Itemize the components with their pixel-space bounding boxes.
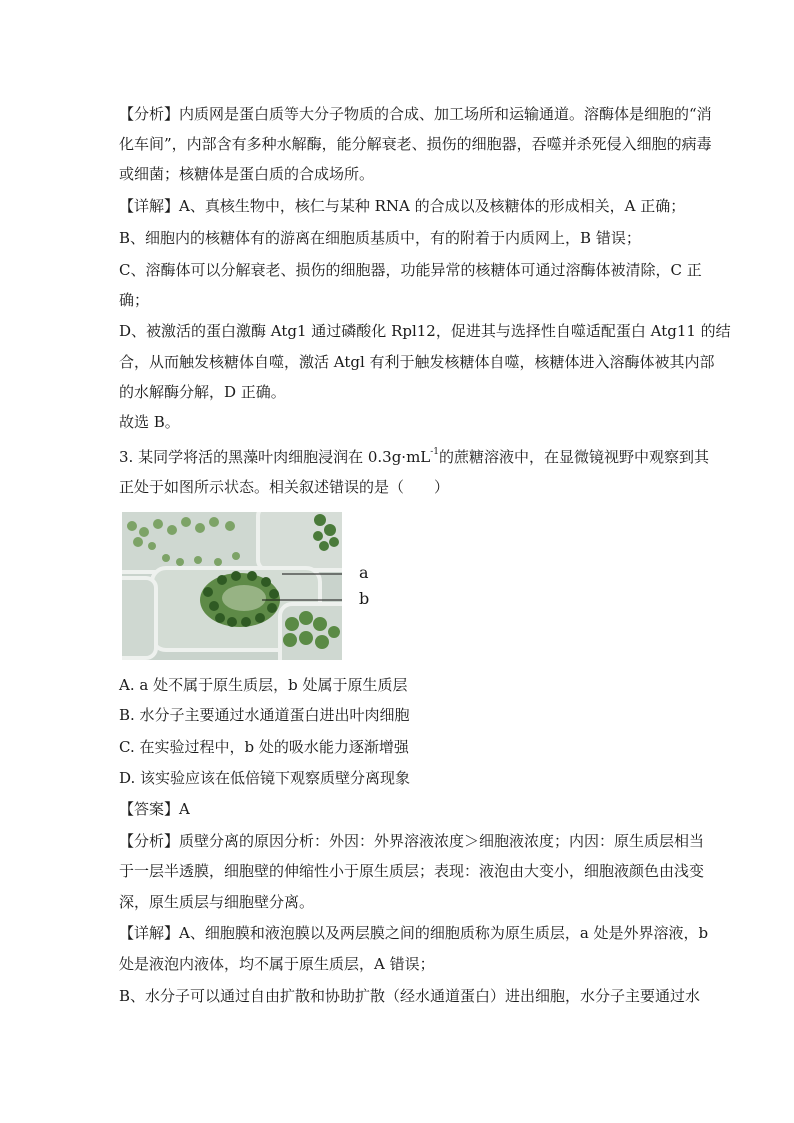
answer-line: 【答案】A (119, 800, 190, 818)
cell-left (122, 578, 156, 658)
option-a: A. a 处不属于原生质层，b 处属于原生质层 (119, 676, 408, 694)
analysis2-line-3: 深，原生质层与细胞壁分离。 (119, 893, 315, 911)
question3-text-post: 的蔗糖溶液中，在显微镜视野中观察到其 (439, 448, 710, 466)
figure-label-b: b (359, 589, 370, 608)
detail1-line-1: 【详解】A、真核生物中，核仁与某种 RNA 的合成以及核糖体的形成相关，A 正确； (119, 197, 686, 215)
analysis1-line-3: 或细菌；核糖体是蛋白质的合成场所。 (119, 165, 375, 183)
detail1-line-4: 确； (119, 291, 150, 309)
figure-label-a: a (359, 563, 369, 582)
detail1-line-6: 合，从而触发核糖体自噬，激活 Atgl 有利于触发核糖体自噬，核糖体进入溶酶体被其内部 (119, 353, 715, 371)
option-b: B. 水分子主要通过水通道蛋白进出叶肉细胞 (119, 706, 410, 724)
detail2-line-3: B、水分子可以通过自由扩散和协助扩散（经水通道蛋白）进出细胞，水分子主要通过水 (119, 987, 701, 1005)
question3-line-2: 正处于如图所示状态。相关叙述错误的是（ ） (119, 478, 450, 496)
option-d: D. 该实验应该在低倍镜下观察质壁分离现象 (119, 769, 411, 787)
detail1-line-5: D、被激活的蛋白激酶 Atg1 通过磷酸化 Rpl12，促进其与选择性自噬适配蛋白 Atg11 的结 (119, 322, 731, 340)
question3-superscript: -1 (430, 447, 440, 457)
analysis2-line-2: 于一层半透膜，细胞壁的伸缩性小于原生质层；表现：液泡由大变小，细胞液颜色由浅变 (119, 862, 705, 880)
detail1-line-8: 故选 B。 (119, 413, 180, 431)
analysis1-line-2: 化车间”，内部含有多种水解酶，能分解衰老、损伤的细胞器，吞噬并杀死侵入细胞的病毒 (119, 135, 712, 153)
analysis1-line-1: 【分析】内质网是蛋白质等大分子物质的合成、加工场所和运输通道。溶酶体是细胞的“消 (119, 105, 712, 123)
analysis2-line-1: 【分析】质壁分离的原因分析：外因：外界溶液浓度＞细胞液浓度；内因：原生质层相当 (119, 832, 705, 850)
micrograph-figure (122, 512, 342, 660)
detail2-line-1: 【详解】A、细胞膜和液泡膜以及两层膜之间的细胞质称为原生质层，a 处是外界溶液，b (119, 924, 709, 942)
option-c: C. 在实验过程中，b 处的吸水能力逐渐增强 (119, 738, 409, 756)
detail1-line-7: 的水解酶分解，D 正确。 (119, 383, 286, 401)
detail2-line-2: 处是液泡内液体，均不属于原生质层，A 错误； (119, 955, 435, 973)
detail1-line-3: C、溶酶体可以分解衰老、损伤的细胞器，功能异常的核糖体可通过溶酶体被清除，C 正 (119, 261, 702, 279)
detail1-line-2: B、细胞内的核糖体有的游离在细胞质基质中，有的附着于内质网上，B 错误； (119, 229, 641, 247)
question3-line-1 (119, 447, 709, 467)
question3-text-pre: 3. 某同学将活的黑藻叶肉细胞浸润在 0.3g·mL (119, 448, 431, 466)
